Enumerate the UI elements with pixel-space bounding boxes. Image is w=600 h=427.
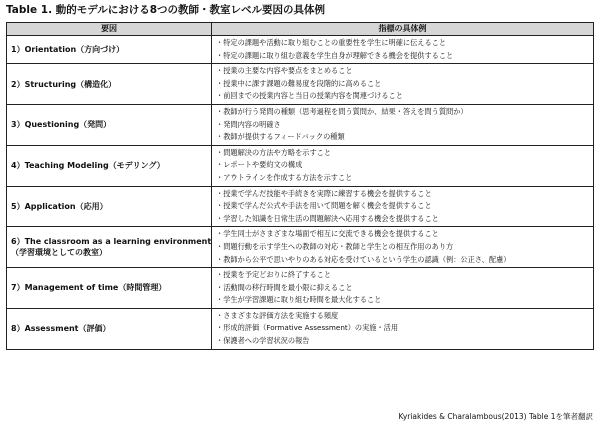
examples-cell [212, 145, 594, 186]
examples-cell [212, 64, 594, 105]
table-row [7, 64, 594, 105]
table-title: Table 1. 動的モデルにおける8つの教師・教室レベル要因の具体例 [6, 4, 326, 16]
header-examples: 指標の具体例 [212, 23, 594, 36]
example-item: ・ 教師から公平で思いやりのある対応を受けているという学生の認識（例：公正さ、配慮） [212, 254, 593, 267]
examples-cell [212, 186, 594, 227]
example-item: ・ 教師が行う発問の種類（思考過程を問う質問か、結果・答えを問う質問か） [212, 106, 593, 119]
example-item: ・ 授業で学んだ公式や手法を用いて問題を解く機会を提供すること [212, 200, 593, 213]
source-note: Kyriakides & Charalambous(2013) Table 1を筆者翻訳 [398, 412, 593, 421]
factor-label: 4）Teaching Modeling（モデリング） [11, 161, 165, 171]
example-item: ・ 発問内容の明確さ [212, 119, 593, 132]
example-item: ・ レポートや要約文の構成 [212, 159, 593, 172]
header-row [7, 23, 594, 36]
table-row [7, 308, 594, 349]
factor-cell [7, 36, 212, 64]
table-row [7, 36, 594, 64]
example-item: ・ 形成的評価（Formative Assessment）の実施・活用 [212, 322, 593, 335]
table-row [7, 227, 594, 268]
example-item: ・ 授業の主要な内容や要点をまとめること [212, 65, 593, 78]
header-factor: 要因 [7, 23, 212, 36]
examples-cell [212, 308, 594, 349]
table-row [7, 145, 594, 186]
example-item: ・ 活動間の移行時間を最小限に抑えること [212, 282, 593, 295]
example-item: ・ 問題行動を示す学生への教師の対応・教師と学生との相互作用のあり方 [212, 241, 593, 254]
examples-cell [212, 227, 594, 268]
factor-label: 1）Orientation（方向づけ） [11, 45, 125, 55]
example-item: ・ 保護者への学習状況の報告 [212, 335, 593, 348]
factor-cell [7, 308, 212, 349]
factor-cell [7, 104, 212, 145]
factor-label: 7）Management of time（時間管理） [11, 283, 167, 293]
factor-label: 3）Questioning（発問） [11, 120, 112, 130]
example-item: ・ 授業を予定どおりに終了すること [212, 269, 593, 282]
factor-cell [7, 227, 212, 268]
example-item: ・ 学生同士がさまざまな場面で相互に交流できる機会を提供すること [212, 228, 593, 241]
examples-cell [212, 268, 594, 309]
factor-cell [7, 64, 212, 105]
example-item: ・ 授業中に課す課題の難易度を段階的に高めること [212, 78, 593, 91]
example-item: ・ 学生が学習課題に取り組む時間を最大化すること [212, 294, 593, 307]
factor-label: 5）Application（応用） [11, 201, 108, 211]
example-item: ・ 授業で学んだ技能や手続きを実際に練習する機会を提供すること [212, 188, 593, 201]
factor-label: 2）Structuring（構造化） [11, 79, 117, 89]
factor-label: （学習環境としての教室） [11, 248, 107, 258]
example-item: ・ 前回までの授業内容と当日の授業内容を関連づけること [212, 90, 593, 103]
table-row [7, 104, 594, 145]
example-item: ・ 問題解決の方法や方略を示すこと [212, 147, 593, 160]
example-item: ・ アウトラインを作成する方法を示すこと [212, 172, 593, 185]
example-item: ・ 学習した知識を日常生活の問題解決へ応用する機会を提供すること [212, 213, 593, 226]
table-body [7, 36, 594, 350]
factor-cell [7, 145, 212, 186]
example-item: ・ さまざまな評価方法を実施する頻度 [212, 310, 593, 323]
examples-cell [212, 36, 594, 64]
factor-label: 8）Assessment（評価） [11, 324, 111, 334]
factor-label: 6）The classroom as a learning environment [11, 237, 212, 247]
table-row [7, 268, 594, 309]
example-item: ・ 特定の課題に取り組む意義を学生自身が理解できる機会を提供すること [212, 50, 593, 63]
example-item: ・ 教師が提供するフィードバックの種類 [212, 131, 593, 144]
table-row [7, 186, 594, 227]
factors-table [6, 22, 594, 350]
example-item: ・ 特定の課題や活動に取り組むことの重要性を学生に明確に伝えること [212, 37, 593, 50]
factor-cell [7, 268, 212, 309]
examples-cell [212, 104, 594, 145]
factor-cell [7, 186, 212, 227]
